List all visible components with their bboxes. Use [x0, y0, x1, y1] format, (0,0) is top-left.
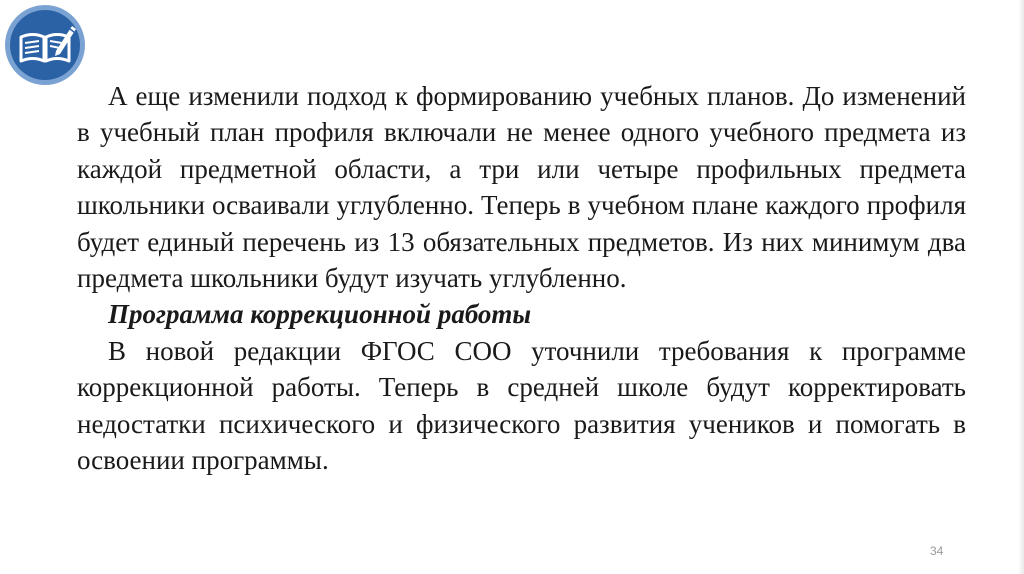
slide-body: [77, 78, 966, 478]
open-book-with-pen-icon: [4, 4, 86, 86]
paragraph-correction-program: В новой редакции ФГОС СОО уточнили требования к программе коррекционной работы. Теперь в средней школе будут корректировать недостатки психического и физического развития учеников и помогать в освоении программы.: [77, 335, 966, 476]
slide-edge: [1018, 0, 1024, 574]
page-number: 34: [930, 544, 944, 558]
paragraph-curriculum: А еще изменили подход к формированию учебных планов. До изменений в учебный план профиля включали не менее одного учебного предмета из каждой предметной области, а три или четыре профильных предмета школьники осваивали углубленно. Теперь в учебном плане каждого профиля будет единый перечень из 13 обязательных предметов. Из них минимум два предмета школьники будут изучать углубленно.: [77, 81, 966, 294]
section-heading: Программа коррекционной работы: [108, 299, 532, 330]
